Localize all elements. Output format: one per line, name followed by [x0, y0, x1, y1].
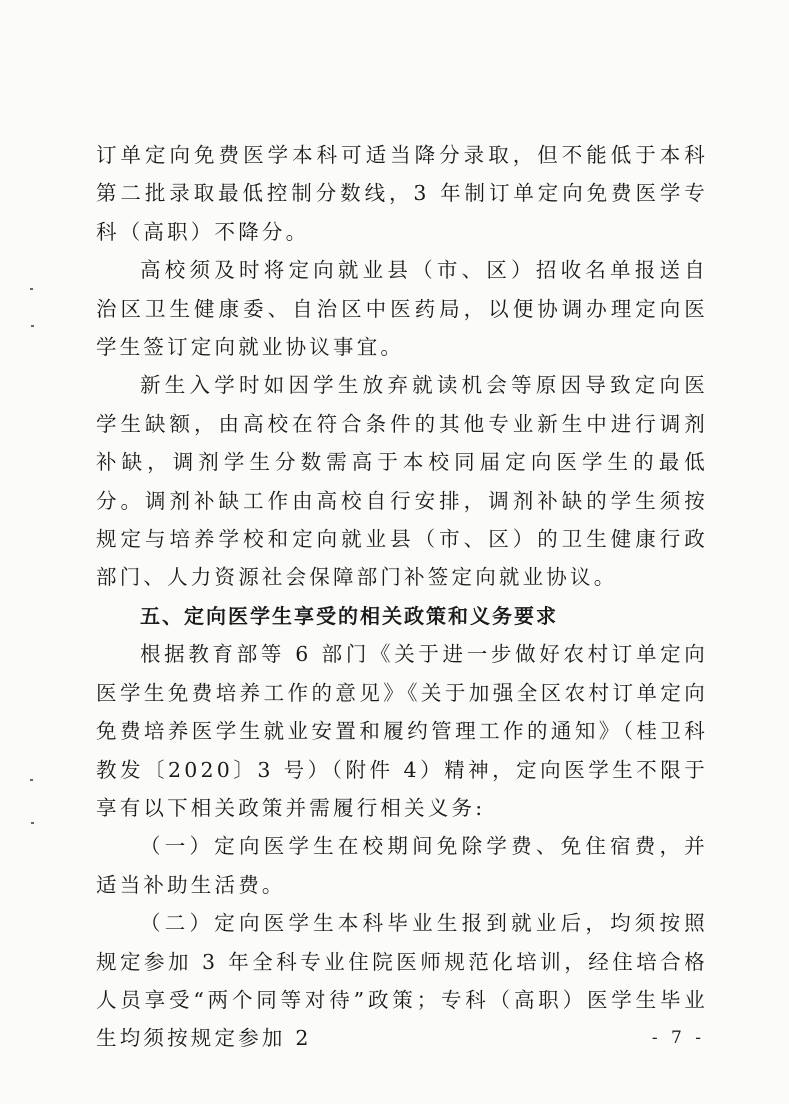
scan-speck: [30, 288, 33, 290]
scan-speck: [31, 822, 34, 824]
paragraph-admission-score: 订单定向免费医学本科可适当降分录取，但不能低于本科第二批录取最低控制分数线，3 年制订单定向免费医学专科（高职）不降分。: [96, 143, 708, 244]
paragraph-item-two: （二）定向医学生本科毕业生报到就业后，均须按照规定参加 3 年全科专业住院医师规范化培训，经住培合格人员享受“两个同等对待”政策；专科（高职）医学生毕业生均须按规定参加 2: [96, 911, 708, 1051]
scan-speck: [30, 779, 33, 781]
page-number: - 7 -: [651, 1028, 705, 1048]
paragraph-enrollment-list: 高校须及时将定向就业县（市、区）招收名单报送自治区卫生健康委、自治区中医药局，以便协调办理定向医学生签订定向就业协议事宜。: [96, 258, 708, 360]
paragraph-item-one: （一）定向医学生在校期间免除学费、免住宿费，并适当补助生活费。: [96, 834, 708, 897]
paragraph-vacancy-adjustment: 新生入学时如因学生放弃就读机会等原因导致定向医学生缺额，由高校在符合条件的其他专业新生中进行调剂补缺，调剂学生分数需高于本校同届定向医学生的最低分。调剂补缺工作由高校自行安排，调剂补缺的学生须按规定与培养学校和定向就业县（市、区）的卫生健康行政部门、人力资源社会保障部门补签定向就业协议。: [96, 373, 708, 590]
paragraph-policy-basis: 根据教育部等 6 部门《关于进一步做好农村订单定向医学生免费培养工作的意见》《关于加强全区农村订单定向免费培养医学生就业安置和履约管理工作的通知》（桂卫科教发〔2020〕3 号）（附件 4）精神，定向医学生不限于享有以下相关政策并需履行相关义务:: [96, 642, 708, 820]
scan-speck: [31, 325, 34, 327]
document-body: [96, 136, 708, 1058]
section-heading-policies: 五、定向医学生享受的相关政策和义务要求: [140, 603, 558, 628]
